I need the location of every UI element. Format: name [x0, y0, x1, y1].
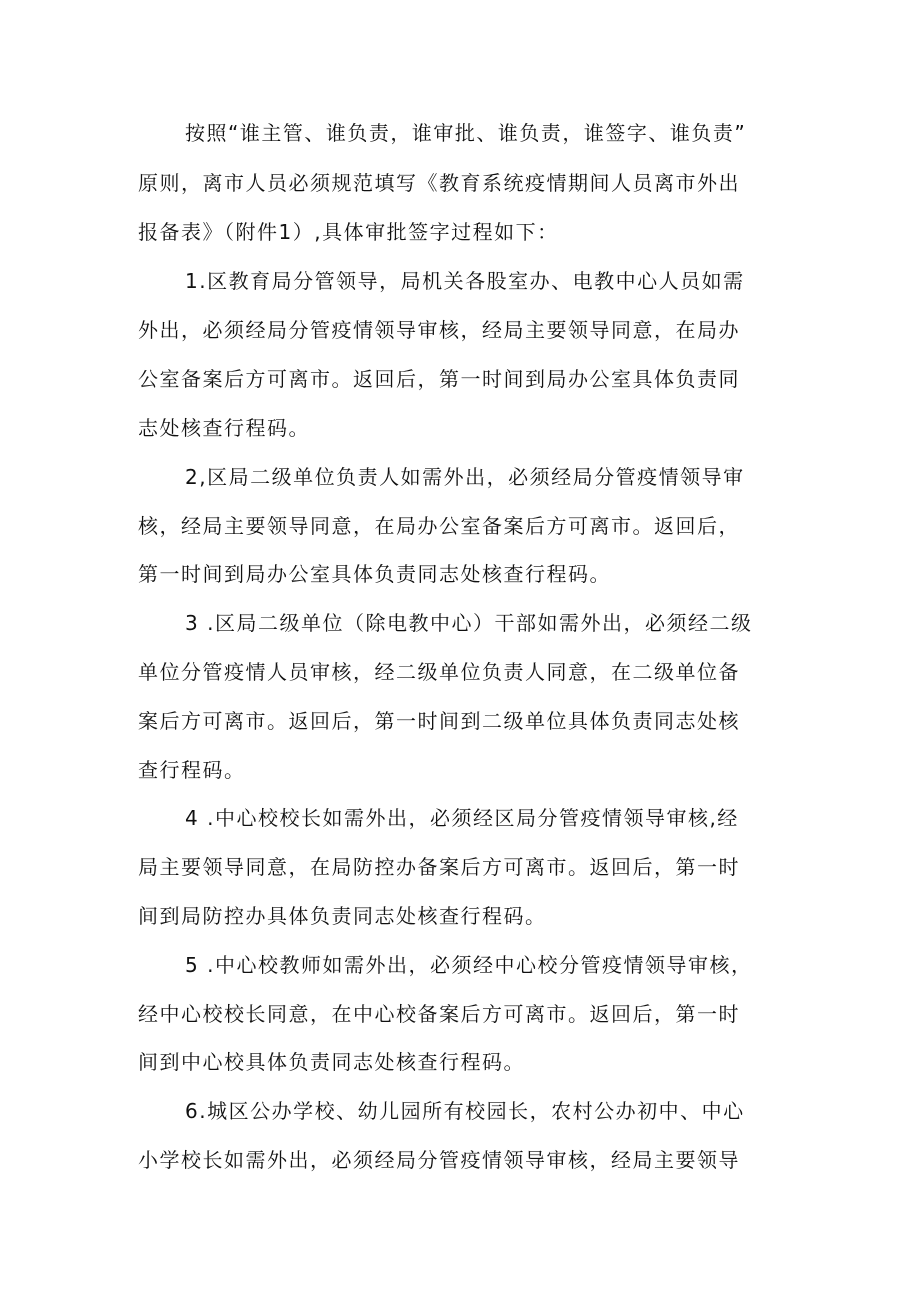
text-line: 1.区教育局分管领导，局机关各股室办、电教中心人员如需	[185, 269, 745, 293]
text-line: 6.城区公办学校、幼儿园所有校园长，农村公办初中、中心	[185, 1099, 745, 1123]
text-line: 外出，必须经局分管疫情领导审核，经局主要领导同意，在局办	[138, 318, 740, 342]
text-line: 核，经局主要领导同意，在局办公室备案后方可离市。返回后，	[138, 514, 740, 538]
text-line: 局主要领导同意，在局防控办备案后方可离市。返回后，第一时	[138, 855, 740, 879]
text-line: 案后方可离市。返回后，第一时间到二级单位具体负责同志处核	[138, 709, 740, 733]
text-line: 3 .区局二级单位（除电教中心）干部如需外出，必须经二级	[185, 611, 753, 635]
text-line: 间到中心校具体负责同志处核查行程码。	[138, 1050, 525, 1074]
text-line: 报备表》（附件1）,具体审批签字过程如下：	[138, 220, 559, 244]
text-line: 4 .中心校校长如需外出，必须经区局分管疫情领导审核,经	[185, 806, 739, 830]
text-line: 5 .中心校教师如需外出，必须经中心校分管疫情领导审核，	[185, 953, 753, 977]
text-line: 间到局防控办具体负责同志处核查行程码。	[138, 904, 547, 928]
text-line: 按照“谁主管、谁负责，谁审批、谁负责，谁签字、谁负责”	[185, 121, 747, 145]
text-line: 公室备案后方可离市。返回后，第一时间到局办公室具体负责同	[138, 367, 740, 391]
text-line: 小学校长如需外出，必须经局分管疫情领导审核，经局主要领导	[138, 1148, 740, 1172]
text-line: 志处核查行程码。	[138, 416, 310, 440]
text-line: 单位分管疫情人员审核，经二级单位负责人同意，在二级单位备	[138, 660, 740, 684]
text-line: 2,区局二级单位负责人如需外出，必须经局分管疫情领导审	[185, 465, 745, 489]
text-line: 第一时间到局办公室具体负责同志处核查行程码。	[138, 562, 611, 586]
text-line: 原则，离市人员必须规范填写《教育系统疫情期间人员离市外出	[138, 171, 740, 195]
text-line: 查行程码。	[138, 758, 246, 782]
text-line: 经中心校校长同意，在中心校备案后方可离市。返回后，第一时	[138, 1002, 740, 1026]
